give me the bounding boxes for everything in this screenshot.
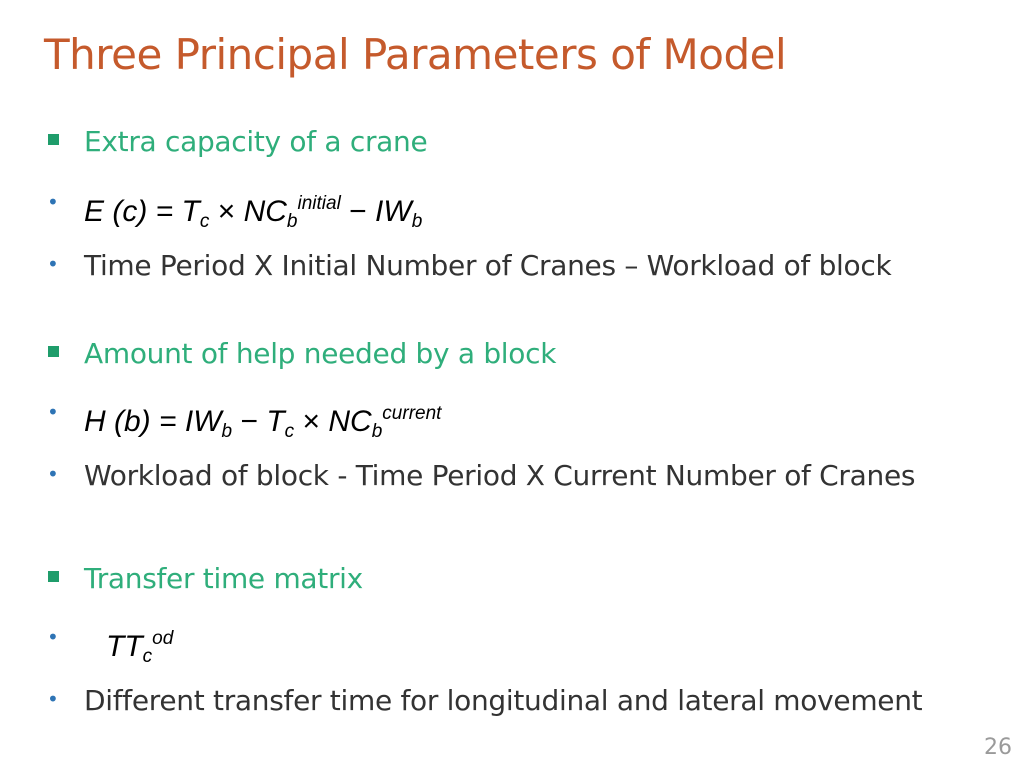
square-bullet-icon <box>48 134 59 145</box>
description-text: Different transfer time for longitudinal and lateral movement <box>84 684 923 717</box>
square-bullet-icon <box>48 571 59 582</box>
transfer-time-formula: $TT_c^{od}$ <box>106 628 174 667</box>
section-heading: Extra capacity of a crane <box>84 125 428 158</box>
square-bullet-icon <box>48 346 59 357</box>
help-needed-formula: H $(b) = IW_b - T_c \times NC_b^{current}$ <box>84 403 442 442</box>
section-heading: Amount of help needed by a block <box>84 337 557 370</box>
section-heading: Transfer time matrix <box>84 562 363 595</box>
bullet-dot-icon: • <box>47 252 59 276</box>
page-number: 26 <box>984 735 1012 760</box>
description-text: Time Period X Initial Number of Cranes – Workload of block <box>84 249 892 282</box>
bullet-dot-icon: • <box>47 625 59 649</box>
extra-capacity-formula: E $(c) = T_c \times NC_b^{initial} - IW_b$ <box>84 193 423 232</box>
description-text: Workload of block - Time Period X Current Number of Cranes <box>84 459 916 492</box>
bullet-dot-icon: • <box>47 400 59 424</box>
slide-title: Three Principal Parameters of Model <box>44 30 787 79</box>
bullet-dot-icon: • <box>47 190 59 214</box>
bullet-dot-icon: • <box>47 687 59 711</box>
bullet-dot-icon: • <box>47 462 59 486</box>
